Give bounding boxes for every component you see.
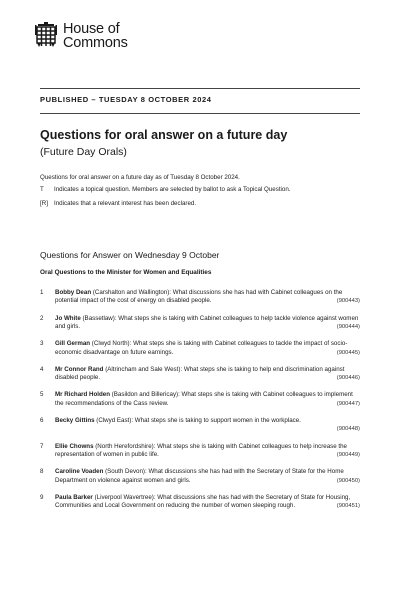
question-reference: (900445) <box>336 349 360 356</box>
question-number: 6 <box>40 417 44 425</box>
constituency: (Clwyd North): <box>90 340 134 348</box>
question-number: 7 <box>40 442 44 450</box>
member-name: Becky Gittins <box>55 417 95 425</box>
question-item <box>40 417 360 434</box>
question-item <box>40 366 360 383</box>
member-name: Caroline Voaden <box>55 468 104 476</box>
question-item <box>40 315 360 332</box>
question-text: What steps she is taking to help end discrimination against disabled people. <box>55 365 345 382</box>
question-text: What steps she is taking with Cabinet colleagues to implement the recommendations of the Cass review. <box>55 391 353 407</box>
question-reference: (900443) <box>336 298 360 305</box>
question-text: What steps she is taking to support women in the workplace. <box>134 417 301 425</box>
question-reference: (900449) <box>336 452 360 459</box>
subsection-heading: Oral Questions to the Minister for Women and Equalities <box>40 269 212 276</box>
constituency: (Liverpool Wavertree): <box>92 493 158 501</box>
member-name: Gill German <box>55 340 91 348</box>
question-item <box>40 340 360 357</box>
intro-text: Questions for oral answer on a future day as of Tuesday 8 October 2024. <box>40 174 240 181</box>
question-reference: (900446) <box>336 375 360 382</box>
question-reference: (900444) <box>336 324 360 331</box>
published-date: PUBLISHED – TUESDAY 8 OCTOBER 2024 <box>40 95 212 104</box>
member-name: Mr Connor Rand <box>55 365 104 373</box>
constituency: (Carshalton and Wallington): <box>91 289 173 296</box>
question-text: What discussions she has had with the Secretary of State for Housing, Communities and Local Government on reducing the number of women sleeping rough. <box>55 493 351 510</box>
logo-line-2: Commons <box>63 35 128 51</box>
member-name: Ellie Chowns <box>55 442 94 450</box>
question-text: What discussions she has had with the Secretary of State for the Home Department on violence against women and girls. <box>55 468 344 484</box>
question-item <box>40 468 360 485</box>
legend-text: Indicates a topical question. Members are selected by ballot to ask a Topical Question. <box>54 186 291 193</box>
question-reference: (900451) <box>336 503 360 510</box>
logo-line-1: House of <box>63 21 120 37</box>
member-name: Jo White <box>55 314 81 322</box>
constituency: (Basildon and Billericay): <box>110 391 182 399</box>
legend-relevant-interest <box>40 200 196 208</box>
question-text: What steps she is taking with Cabinet colleagues to tackle the impact of socio-economic disadvantage on future earnings. <box>55 340 348 356</box>
question-number: 5 <box>40 391 44 399</box>
question-item <box>40 494 360 511</box>
question-number: 4 <box>40 365 44 373</box>
question-number: 1 <box>40 289 44 296</box>
question-reference: (900450) <box>336 477 360 484</box>
question-number: 3 <box>40 340 44 348</box>
section-heading: Questions for Answer on Wednesday 9 October <box>40 250 220 260</box>
document-subtitle: (Future Day Orals) <box>40 146 127 158</box>
question-number: 9 <box>40 493 44 501</box>
member-name: Paula Barker <box>55 493 93 501</box>
document-title: Questions for oral answer on a future day <box>40 128 288 142</box>
question-number: 2 <box>40 314 44 322</box>
constituency: (Altrincham and Sale West): <box>103 365 184 373</box>
question-reference: (900448) <box>336 426 360 433</box>
question-text: What steps she is taking with Cabinet colleagues to help increase the representation of women in public life. <box>55 442 347 459</box>
legend-text: Indicates that a relevant interest has been declared. <box>54 200 197 207</box>
question-text: What discussions she has had with Cabinet colleagues on the potential impact of the cost of energy on disabled people. <box>55 289 343 305</box>
legend-mark: T <box>40 186 44 193</box>
member-name: Mr Richard Holden <box>55 391 111 399</box>
divider-top <box>40 88 360 89</box>
constituency: (Bassetlaw): <box>80 314 119 322</box>
constituency: (South Devon): <box>103 468 149 476</box>
constituency: (North Herefordshire): <box>93 442 158 450</box>
house-of-commons-logo <box>35 22 128 50</box>
question-item <box>40 391 360 408</box>
legend-mark: [R] <box>40 200 48 207</box>
question-number: 8 <box>40 468 44 476</box>
member-name: Bobby Dean <box>55 289 92 296</box>
portcullis-icon <box>35 22 57 48</box>
divider-bottom <box>40 113 360 114</box>
question-item <box>40 443 360 460</box>
question-item <box>40 289 360 306</box>
constituency: (Clwyd East): <box>94 417 135 425</box>
legend-topical <box>40 186 291 194</box>
question-text: What steps she is taking with Cabinet colleagues to help tackle violence against women and girls. <box>55 314 359 331</box>
question-reference: (900447) <box>336 400 360 407</box>
question-list <box>40 289 360 519</box>
